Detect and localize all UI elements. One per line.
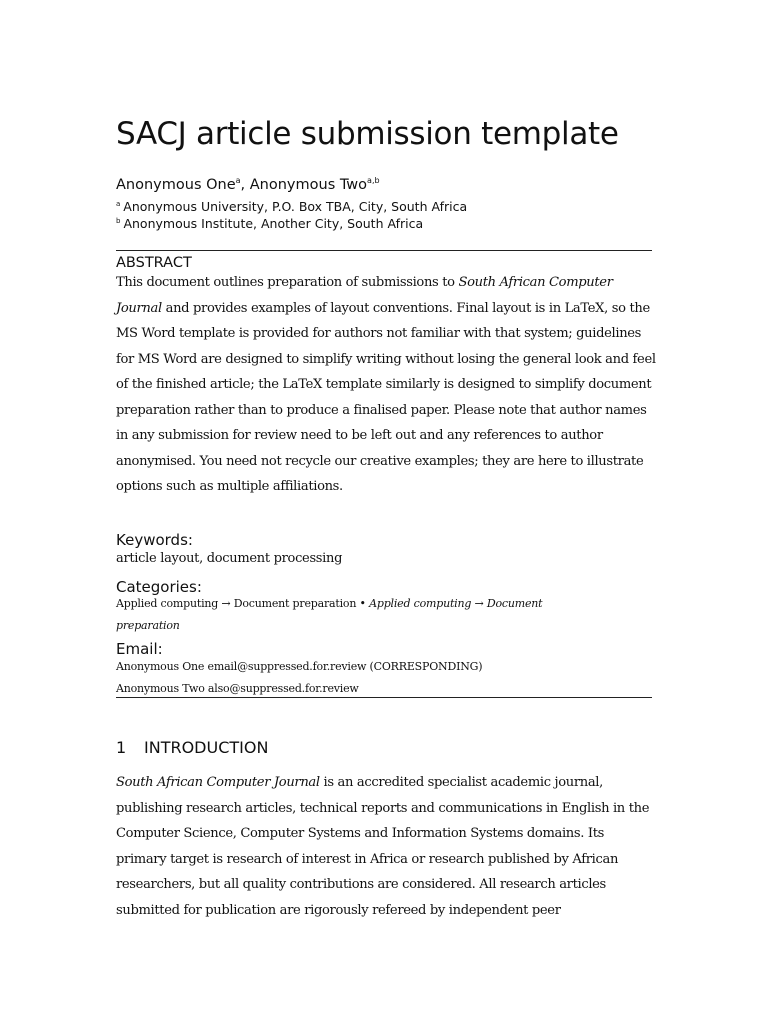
email-heading: Email: bbox=[116, 640, 163, 658]
author-separator: , bbox=[240, 177, 250, 193]
affiliation-marker: a,b bbox=[367, 176, 380, 185]
section-heading bbox=[116, 738, 268, 757]
abstract-heading: ABSTRACT bbox=[116, 255, 192, 271]
keywords-text: article layout, document processing bbox=[116, 551, 343, 566]
author-name: Anonymous One bbox=[116, 177, 236, 193]
section-number: 1 bbox=[116, 738, 127, 757]
affiliation-text: Anonymous Institute, Another City, South Africa bbox=[123, 216, 424, 231]
affiliation-marker: a bbox=[235, 176, 241, 185]
abstract-text-part: This document outlines preparation of submissions to bbox=[116, 275, 459, 290]
categories-heading: Categories: bbox=[116, 578, 202, 596]
journal-name: South African Computer Journal bbox=[116, 775, 320, 790]
abstract-text-part: and provides examples of layout conventions. Final layout is in LaTeX, so the MS Word template is provided for authors not familiar with that system; guidelines for MS Word are designed to simplify writing without losing the general look and feel of the finished article; the LaTeX template similarly is designed to simplify document preparation rather than to produce a finalised paper. Please note that author names in any submission for review need to be left out and any references to author anonymised. You need not recycle our creative examples; they are here to illustrate options such as multiple affiliations. bbox=[116, 300, 656, 494]
affiliation-line bbox=[116, 216, 423, 231]
categories-line bbox=[116, 619, 180, 632]
email-line: Anonymous One email@suppressed.for.review (CORRESPONDING) bbox=[116, 660, 483, 673]
introduction-text-part: is an accredited specialist academic journal, publishing research articles, technical reports and communications in English in the Computer Science, Computer Systems and Information Systems domains. Its primary target is research of interest in Africa or research published by African researchers, but all quality contributions are considered. All research articles submitted for publication are rigorously refereed by independent peer bbox=[116, 775, 650, 918]
author-line bbox=[116, 176, 380, 193]
affiliation-text: Anonymous University, P.O. Box TBA, City, South Africa bbox=[123, 199, 468, 214]
abstract-text bbox=[116, 270, 656, 500]
page-title: SACJ article submission template bbox=[116, 116, 619, 152]
affiliation-line bbox=[116, 199, 467, 214]
affiliation-marker: a bbox=[116, 200, 121, 208]
author-name: Anonymous Two bbox=[249, 177, 368, 193]
keywords-heading: Keywords: bbox=[116, 531, 193, 549]
category-italic: Applied computing → Document bbox=[369, 597, 543, 610]
affiliation-marker: b bbox=[116, 217, 121, 225]
category-italic: preparation bbox=[116, 619, 180, 632]
introduction-text bbox=[116, 770, 656, 923]
category-plain: Applied computing → Document preparation • bbox=[116, 597, 370, 610]
categories-line bbox=[116, 597, 542, 610]
divider bbox=[116, 250, 652, 251]
journal-name: South African Computer Journal bbox=[116, 275, 613, 316]
divider bbox=[116, 697, 652, 698]
section-title: INTRODUCTION bbox=[144, 738, 269, 757]
email-line: Anonymous Two also@suppressed.for.review bbox=[116, 682, 359, 695]
